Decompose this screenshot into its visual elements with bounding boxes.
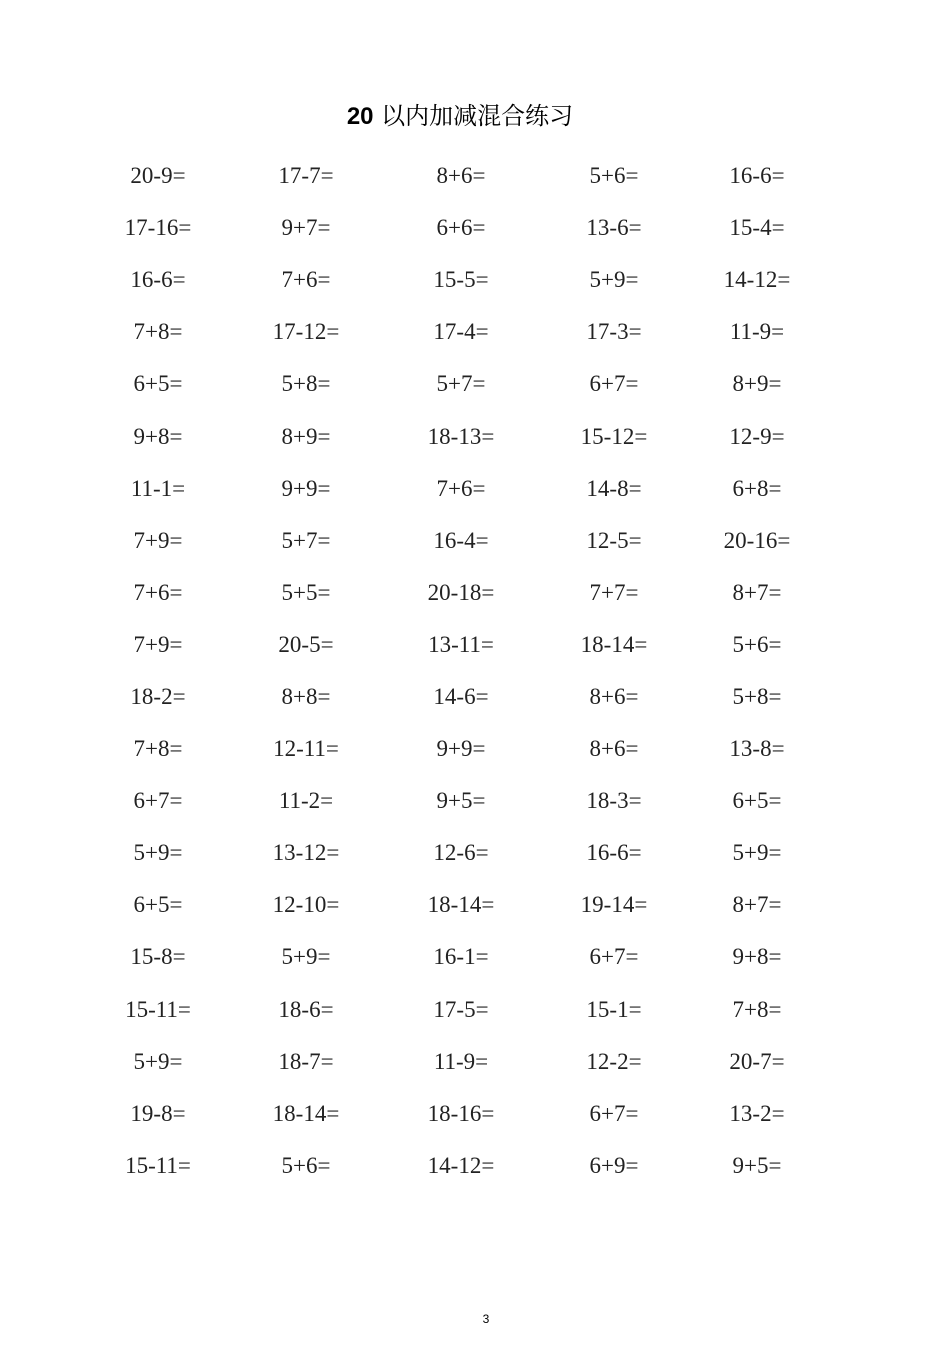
problem-cell: 5+7= bbox=[436, 371, 486, 397]
problem-row bbox=[82, 827, 842, 879]
problem-cell: 17-12= bbox=[272, 319, 340, 345]
problem-cell: 18-6= bbox=[278, 996, 334, 1022]
problem-cell: 6+9= bbox=[589, 1152, 639, 1178]
problem-cell: 8+9= bbox=[732, 371, 782, 397]
problem-cell: 8+7= bbox=[732, 579, 782, 605]
problem-cell: 15-11= bbox=[125, 996, 191, 1022]
problem-cell: 5+8= bbox=[732, 683, 782, 709]
problem-cell: 5+6= bbox=[281, 1152, 331, 1178]
problem-cell: 15-1= bbox=[586, 996, 642, 1022]
problem-cell: 18-14= bbox=[580, 631, 648, 657]
problem-cell: 12-5= bbox=[586, 527, 642, 553]
problem-cell: 5+8= bbox=[281, 371, 331, 397]
problem-cell: 9+8= bbox=[732, 944, 782, 970]
problem-cell: 16-4= bbox=[433, 527, 489, 553]
problem-cell: 5+6= bbox=[589, 163, 639, 189]
problem-cell: 18-16= bbox=[427, 1100, 495, 1126]
problem-cell: 8+6= bbox=[436, 163, 486, 189]
problem-cell: 8+6= bbox=[589, 736, 639, 762]
problem-row bbox=[82, 306, 842, 358]
problem-cell: 12-6= bbox=[433, 840, 489, 866]
problem-cell: 17-5= bbox=[433, 996, 489, 1022]
problem-cell: 14-12= bbox=[427, 1152, 495, 1178]
problem-cell: 20-18= bbox=[427, 579, 495, 605]
problem-cell: 18-14= bbox=[272, 1100, 340, 1126]
problem-cell: 5+9= bbox=[133, 1048, 183, 1074]
problem-cell: 15-8= bbox=[130, 944, 186, 970]
problem-cell: 18-14= bbox=[427, 892, 495, 918]
problem-row bbox=[82, 775, 842, 827]
problem-cell: 7+9= bbox=[133, 631, 183, 657]
problem-row bbox=[82, 619, 842, 671]
problem-row bbox=[82, 567, 842, 619]
problem-cell: 20-9= bbox=[130, 163, 186, 189]
problem-row bbox=[82, 1088, 842, 1140]
problem-cell: 5+5= bbox=[281, 579, 331, 605]
problem-row bbox=[82, 463, 842, 515]
problem-cell: 15-12= bbox=[580, 423, 648, 449]
problem-cell: 12-11= bbox=[273, 736, 339, 762]
problem-row bbox=[82, 150, 842, 202]
problem-cell: 8+9= bbox=[281, 423, 331, 449]
problem-cell: 13-6= bbox=[586, 215, 642, 241]
problem-cell: 18-3= bbox=[586, 788, 642, 814]
problem-row bbox=[82, 723, 842, 775]
problem-cell: 16-6= bbox=[586, 840, 642, 866]
problem-cell: 14-8= bbox=[586, 475, 642, 501]
problem-cell: 6+7= bbox=[589, 371, 639, 397]
problem-cell: 6+5= bbox=[732, 788, 782, 814]
problem-cell: 7+6= bbox=[133, 579, 183, 605]
problem-row bbox=[82, 1036, 842, 1088]
problem-cell: 13-2= bbox=[729, 1100, 785, 1126]
problem-cell: 13-11= bbox=[428, 631, 494, 657]
problem-cell: 11-2= bbox=[278, 788, 334, 814]
problem-cell: 5+9= bbox=[133, 840, 183, 866]
problem-cell: 17-3= bbox=[586, 319, 642, 345]
problem-cell: 12-9= bbox=[729, 423, 785, 449]
problem-cell: 15-4= bbox=[729, 215, 785, 241]
problem-cell: 18-7= bbox=[278, 1048, 334, 1074]
problem-cell: 9+9= bbox=[281, 475, 331, 501]
problem-cell: 5+6= bbox=[732, 631, 782, 657]
problem-row bbox=[82, 984, 842, 1036]
problem-cell: 6+8= bbox=[732, 475, 782, 501]
problem-cell: 20-7= bbox=[729, 1048, 785, 1074]
problem-cell: 11-9= bbox=[729, 319, 785, 345]
problem-row bbox=[82, 931, 842, 983]
page-title bbox=[0, 98, 920, 135]
problem-cell: 7+8= bbox=[133, 736, 183, 762]
problem-cell: 7+8= bbox=[133, 319, 183, 345]
problem-cell: 9+8= bbox=[133, 423, 183, 449]
problem-cell: 8+6= bbox=[589, 683, 639, 709]
problem-cell: 6+7= bbox=[589, 1100, 639, 1126]
problem-cell: 14-12= bbox=[723, 267, 791, 293]
problem-cell: 14-6= bbox=[433, 683, 489, 709]
problem-cell: 9+5= bbox=[436, 788, 486, 814]
problem-row bbox=[82, 879, 842, 931]
problem-cell: 11-1= bbox=[130, 475, 186, 501]
problem-cell: 7+6= bbox=[281, 267, 331, 293]
problem-cell: 8+7= bbox=[732, 892, 782, 918]
problem-row bbox=[82, 410, 842, 462]
problem-cell: 19-14= bbox=[580, 892, 648, 918]
problem-cell: 17-7= bbox=[278, 163, 334, 189]
problem-cell: 17-16= bbox=[124, 215, 192, 241]
problem-cell: 6+6= bbox=[436, 215, 486, 241]
problem-cell: 9+7= bbox=[281, 215, 331, 241]
page-number: 3 bbox=[482, 1312, 490, 1326]
problem-cell: 17-4= bbox=[433, 319, 489, 345]
problem-cell: 18-2= bbox=[130, 683, 186, 709]
problem-cell: 7+9= bbox=[133, 527, 183, 553]
problem-row bbox=[82, 254, 842, 306]
problem-cell: 15-11= bbox=[125, 1152, 191, 1178]
problem-cell: 6+5= bbox=[133, 892, 183, 918]
problem-cell: 5+9= bbox=[281, 944, 331, 970]
problem-cell: 12-2= bbox=[586, 1048, 642, 1074]
problem-row bbox=[82, 1140, 842, 1192]
problem-cell: 16-6= bbox=[130, 267, 186, 293]
problem-cell: 19-8= bbox=[130, 1100, 186, 1126]
problem-cell: 5+7= bbox=[281, 527, 331, 553]
problem-cell: 18-13= bbox=[427, 423, 495, 449]
problem-cell: 11-9= bbox=[433, 1048, 489, 1074]
problem-cell: 9+9= bbox=[436, 736, 486, 762]
problem-cell: 8+8= bbox=[281, 683, 331, 709]
problem-cell: 5+9= bbox=[732, 840, 782, 866]
problem-cell: 6+7= bbox=[589, 944, 639, 970]
problem-cell: 20-16= bbox=[723, 527, 791, 553]
problem-cell: 13-8= bbox=[729, 736, 785, 762]
problem-cell: 13-12= bbox=[272, 840, 340, 866]
title-text: 以内加减混合练习 bbox=[381, 102, 574, 130]
problem-cell: 9+5= bbox=[732, 1152, 782, 1178]
problem-grid bbox=[82, 150, 842, 1192]
problem-cell: 16-1= bbox=[433, 944, 489, 970]
problem-row bbox=[82, 671, 842, 723]
problem-cell: 7+8= bbox=[732, 996, 782, 1022]
title-number: 20 bbox=[346, 103, 374, 130]
problem-cell: 7+7= bbox=[589, 579, 639, 605]
problem-cell: 6+5= bbox=[133, 371, 183, 397]
problem-cell: 12-10= bbox=[272, 892, 340, 918]
problem-row bbox=[82, 202, 842, 254]
problem-cell: 15-5= bbox=[433, 267, 489, 293]
problem-cell: 7+6= bbox=[436, 475, 486, 501]
problem-row bbox=[82, 515, 842, 567]
problem-cell: 16-6= bbox=[729, 163, 785, 189]
problem-cell: 5+9= bbox=[589, 267, 639, 293]
problem-row bbox=[82, 358, 842, 410]
problem-cell: 6+7= bbox=[133, 788, 183, 814]
problem-cell: 20-5= bbox=[278, 631, 334, 657]
